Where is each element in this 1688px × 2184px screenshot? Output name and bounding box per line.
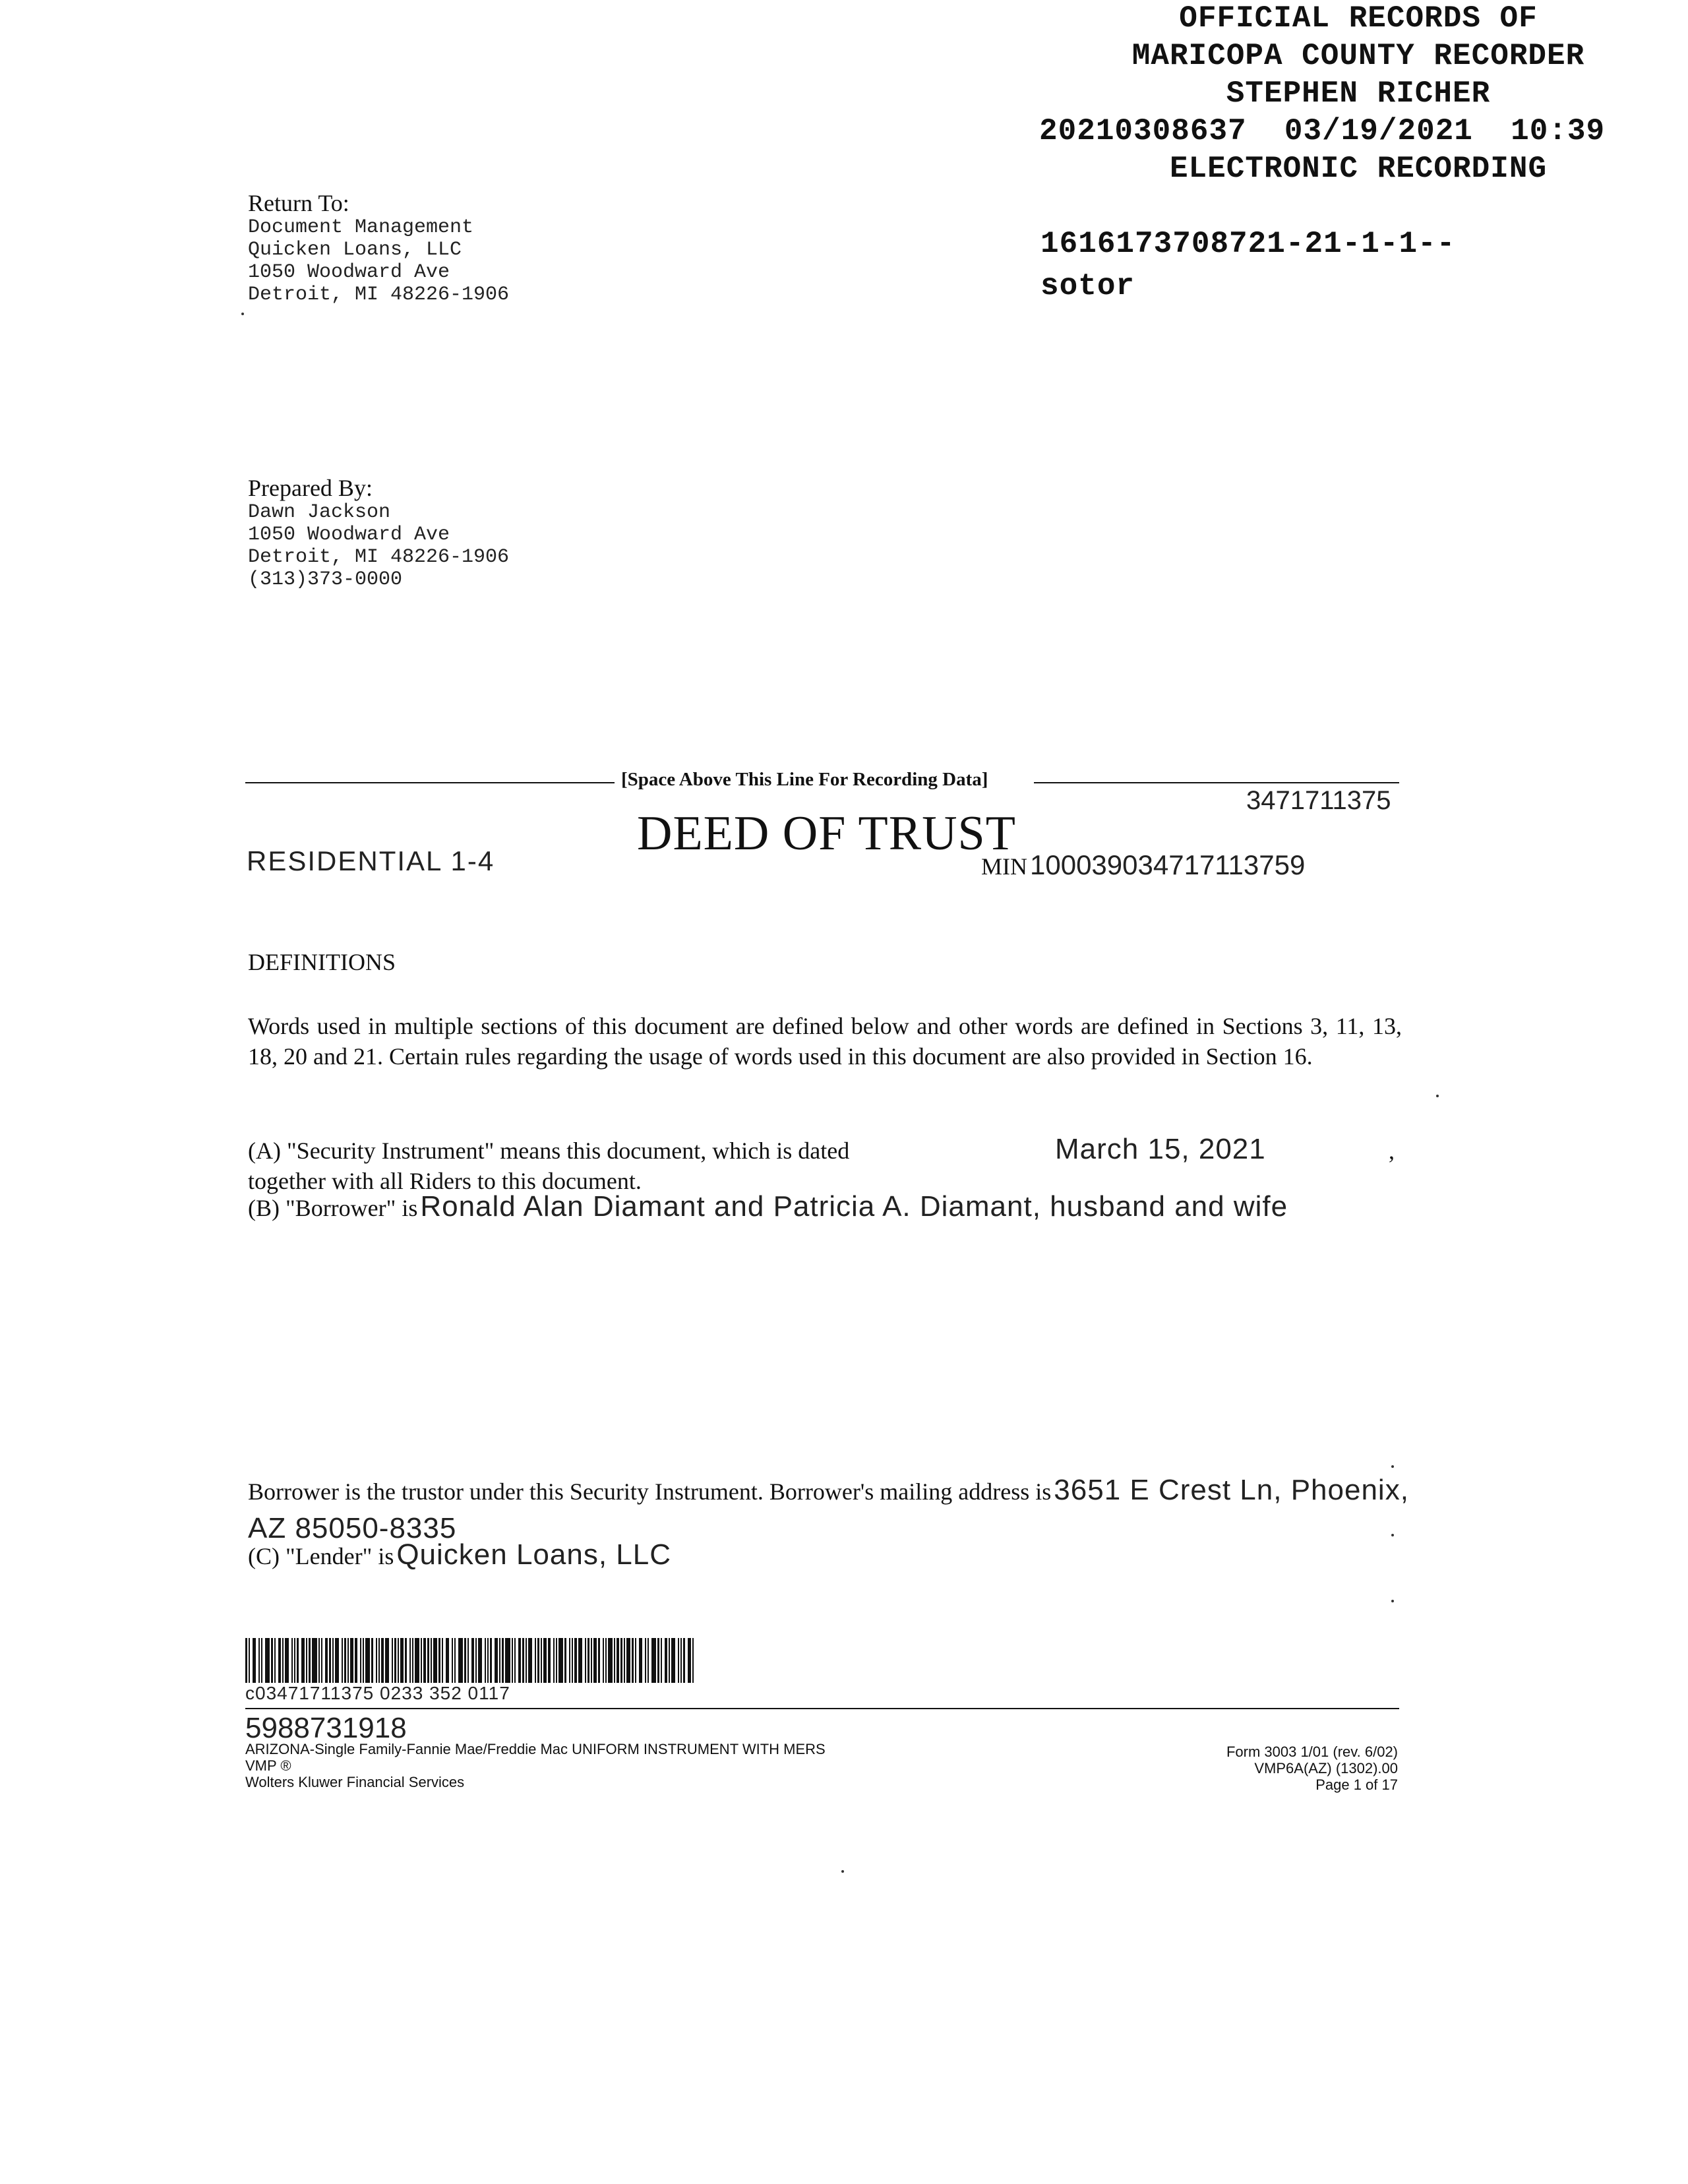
barcode-bar xyxy=(261,1638,262,1683)
scan-speck xyxy=(841,1870,844,1873)
barcode-bar xyxy=(442,1638,443,1683)
barcode-bar xyxy=(378,1638,380,1683)
barcode-bar xyxy=(271,1638,273,1683)
barcode-bar xyxy=(657,1638,659,1683)
barcode-bar xyxy=(564,1638,566,1683)
barcode-bar xyxy=(499,1638,500,1683)
barcode-bar xyxy=(371,1638,373,1683)
definitions-heading: DEFINITIONS xyxy=(248,949,396,975)
lender-name: Quicken Loans, LLC xyxy=(396,1538,672,1571)
barcode-bar xyxy=(381,1638,384,1683)
barcode-bar xyxy=(464,1638,466,1683)
barcode-bar xyxy=(495,1638,498,1683)
barcode-bar xyxy=(558,1638,563,1683)
barcode-bar xyxy=(301,1638,305,1683)
barcode-bar xyxy=(454,1638,456,1683)
barcode-bar xyxy=(318,1638,320,1683)
security-instrument-date: March 15, 2021 xyxy=(1055,1133,1266,1165)
scan-speck xyxy=(1391,1600,1394,1602)
barcode-bar xyxy=(632,1638,634,1683)
barcode-bar xyxy=(278,1638,281,1683)
barcode-bar xyxy=(512,1638,513,1683)
section-a-text: (A) "Security Instrument" means this document, which is dated xyxy=(248,1138,850,1164)
barcode-bar xyxy=(585,1638,586,1683)
barcode-bar xyxy=(245,1638,247,1683)
footer-rule xyxy=(245,1708,1399,1709)
barcode-bar xyxy=(648,1638,649,1683)
barcode-bar xyxy=(321,1638,322,1683)
barcode-bar xyxy=(363,1638,364,1683)
barcode-bar xyxy=(665,1638,667,1683)
barcode-bar xyxy=(635,1638,636,1683)
return-to-line: 1050 Woodward Ave xyxy=(248,261,450,284)
barcode-bar xyxy=(574,1638,577,1683)
barcode-bar xyxy=(603,1638,604,1683)
lender-label: (C) "Lender" is xyxy=(248,1543,394,1569)
barcode-bar xyxy=(526,1638,527,1683)
barcode-text: c03471711375 0233 352 0117 xyxy=(245,1683,510,1703)
barcode-bar xyxy=(478,1638,482,1683)
footer-form-number: Form 3003 1/01 (rev. 6/02) xyxy=(1226,1744,1398,1760)
barcode-bar xyxy=(394,1638,396,1683)
barcode-bar xyxy=(598,1638,600,1683)
transaction-line-1: 1616173708721-21-1-1-- xyxy=(1040,227,1456,261)
prepared-by-line: Detroit, MI 48226-1906 xyxy=(248,546,510,568)
barcode-bar xyxy=(556,1638,557,1683)
barcode-bar xyxy=(265,1638,270,1683)
barcode-bar xyxy=(423,1638,426,1683)
barcode-bar xyxy=(355,1638,357,1683)
barcode-bar xyxy=(572,1638,573,1683)
divider-rule-right xyxy=(1034,782,1399,783)
barcode-bar xyxy=(249,1638,250,1683)
barcode-bar xyxy=(306,1638,307,1683)
min-number: 100039034717113759 xyxy=(1030,849,1306,880)
space-above-line-text: [Space Above This Line For Recording Data] xyxy=(621,769,988,790)
divider-rule-left xyxy=(245,782,615,783)
barcode-bar xyxy=(528,1638,532,1683)
barcode-bar xyxy=(614,1638,615,1683)
barcode-bar xyxy=(329,1638,331,1683)
section-b-borrower xyxy=(248,1191,1415,1229)
barcode-bar xyxy=(427,1638,429,1683)
prepared-by-line: (313)373-0000 xyxy=(248,568,403,591)
barcode-bar xyxy=(548,1638,551,1683)
section-c-lender xyxy=(248,1539,671,1577)
barcode-bar xyxy=(645,1638,646,1683)
barcode-bar xyxy=(624,1638,625,1683)
recorder-line-1: OFFICIAL RECORDS OF xyxy=(1179,1,1538,36)
barcode-bar xyxy=(588,1638,589,1683)
scan-speck xyxy=(1391,1465,1394,1468)
barcode-bar xyxy=(332,1638,334,1683)
borrower-label: (B) "Borrower" is xyxy=(248,1195,418,1221)
scan-speck xyxy=(1436,1095,1439,1097)
barcode-bar xyxy=(291,1638,293,1683)
barcode-bar xyxy=(309,1638,311,1683)
barcode-bar xyxy=(365,1638,370,1683)
barcode-bar xyxy=(553,1638,555,1683)
form-id-number: 5988731918 xyxy=(245,1712,407,1744)
barcode-bar xyxy=(405,1638,407,1683)
recorder-line-2: MARICOPA COUNTY RECORDER xyxy=(1131,39,1585,73)
barcode-bar xyxy=(458,1638,463,1683)
barcode-bar xyxy=(433,1638,437,1683)
mailing-address-value: 3651 E Crest Ln, Phoenix, AZ 85050-8335 xyxy=(248,1474,1409,1544)
section-a-comma: , xyxy=(1389,1138,1395,1164)
barcode-bar xyxy=(692,1638,694,1683)
barcode-bar xyxy=(400,1638,404,1683)
return-to-line: Detroit, MI 48226-1906 xyxy=(248,284,510,306)
barcode-bar xyxy=(678,1638,679,1683)
recording-number-date-time: 20210308637 03/19/2021 10:39 xyxy=(1039,114,1606,148)
barcode-bar xyxy=(376,1638,377,1683)
barcode-bar xyxy=(605,1638,607,1683)
barcode-bar xyxy=(253,1638,256,1683)
transaction-line-2: sotor xyxy=(1040,269,1135,303)
barcode-bar xyxy=(431,1638,432,1683)
return-to-block xyxy=(248,190,509,306)
barcode-bar xyxy=(661,1638,662,1683)
barcode-bar xyxy=(541,1638,542,1683)
barcode-bar xyxy=(669,1638,670,1683)
barcode-bar xyxy=(312,1638,317,1683)
recorder-stamp xyxy=(1029,0,1688,188)
barcode-bar xyxy=(569,1638,570,1683)
barcode-bar xyxy=(297,1638,299,1683)
barcode-bar xyxy=(467,1638,469,1683)
barcode-bar xyxy=(282,1638,284,1683)
barcode-bar xyxy=(490,1638,492,1683)
barcode-bar xyxy=(518,1638,521,1683)
barcode xyxy=(245,1638,694,1683)
footer-vmp-code: VMP6A(AZ) (1302).00 xyxy=(1254,1760,1398,1776)
min-line xyxy=(981,849,1305,881)
barcode-bar xyxy=(688,1638,691,1683)
barcode-bar xyxy=(350,1638,353,1683)
mailing-address-label: Borrower is the trustor under this Security Instrument. Borrower's mailing address is xyxy=(248,1478,1052,1505)
borrower-names: Ronald Alan Diamant and Patricia A. Diamant, husband and wife xyxy=(420,1190,1288,1223)
footer-publisher: Wolters Kluwer Financial Services xyxy=(245,1774,465,1790)
barcode-bar xyxy=(639,1638,642,1683)
transaction-id xyxy=(1040,223,1455,307)
barcode-bar xyxy=(543,1638,547,1683)
barcode-bar xyxy=(294,1638,295,1683)
barcode-bar xyxy=(651,1638,656,1683)
scan-speck xyxy=(1391,1534,1394,1536)
recording-data-divider xyxy=(245,769,1399,795)
barcode-bar xyxy=(446,1638,449,1683)
barcode-bar xyxy=(578,1638,582,1683)
section-a-riders: together with all Riders to this document. xyxy=(248,1168,642,1194)
page-number: Page 1 of 17 xyxy=(1315,1776,1398,1793)
barcode-bar xyxy=(258,1638,260,1683)
prepared-by-label: Prepared By: xyxy=(248,475,373,501)
barcode-bar xyxy=(421,1638,422,1683)
footer-left xyxy=(245,1741,826,1790)
return-to-line: Document Management xyxy=(248,216,474,239)
barcode-bar xyxy=(514,1638,516,1683)
scan-speck xyxy=(241,313,244,315)
barcode-bar xyxy=(680,1638,682,1683)
barcode-bar xyxy=(325,1638,328,1683)
barcode-bar xyxy=(593,1638,597,1683)
barcode-bar xyxy=(274,1638,276,1683)
barcode-bar xyxy=(342,1638,343,1683)
barcode-bar xyxy=(505,1638,510,1683)
barcode-bar xyxy=(438,1638,440,1683)
barcode-bar xyxy=(502,1638,504,1683)
definitions-intro: Words used in multiple sections of this document are defined below and other words are defined in Sections 3, 11, 13, 18, 20 and 21. Certain rules regarding the usage of words used in this document are also provided in Section 16. xyxy=(248,1013,1402,1070)
barcode-bar xyxy=(591,1638,592,1683)
barcode-bar xyxy=(344,1638,346,1683)
min-label: MIN xyxy=(981,853,1027,880)
footer-form-description: ARIZONA-Single Family-Fannie Mae/Freddie Mac UNIFORM INSTRUMENT WITH MERS xyxy=(245,1741,826,1757)
barcode-bar xyxy=(385,1638,389,1683)
barcode-bar xyxy=(398,1638,399,1683)
loan-number: 3471711375 xyxy=(1246,786,1391,815)
barcode-bar xyxy=(683,1638,685,1683)
barcode-bar xyxy=(335,1638,339,1683)
document-title: DEED OF TRUST xyxy=(637,806,1016,861)
prepared-by-line: Dawn Jackson xyxy=(248,501,391,524)
barcode-bar xyxy=(522,1638,524,1683)
barcode-bar xyxy=(485,1638,486,1683)
barcode-bar xyxy=(471,1638,474,1683)
barcode-bar xyxy=(475,1638,477,1683)
prepared-by-block xyxy=(248,475,509,591)
return-to-label: Return To: xyxy=(248,190,349,216)
barcode-bar xyxy=(392,1638,393,1683)
barcode-bar xyxy=(617,1638,619,1683)
prepared-by-line: 1050 Woodward Ave xyxy=(248,524,450,546)
barcode-bar xyxy=(360,1638,361,1683)
barcode-bar xyxy=(347,1638,349,1683)
barcode-bar xyxy=(537,1638,539,1683)
barcode-bar xyxy=(535,1638,536,1683)
barcode-bar xyxy=(626,1638,630,1683)
recorder-line-3: STEPHEN RICHER xyxy=(1226,76,1491,111)
barcode-bar xyxy=(608,1638,613,1683)
footer-vmp: VMP ® xyxy=(245,1757,291,1774)
barcode-bar xyxy=(412,1638,413,1683)
barcode-bar xyxy=(620,1638,622,1683)
residential-label: RESIDENTIAL 1-4 xyxy=(247,845,495,876)
barcode-bar xyxy=(452,1638,453,1683)
barcode-bar xyxy=(671,1638,675,1683)
recorder-line-5: ELECTRONIC RECORDING xyxy=(1169,152,1548,186)
footer-right xyxy=(1121,1744,1398,1793)
return-to-line: Quicken Loans, LLC xyxy=(248,239,462,261)
barcode-bar xyxy=(409,1638,411,1683)
barcode-bar xyxy=(487,1638,489,1683)
barcode-bar xyxy=(415,1638,419,1683)
barcode-bar xyxy=(285,1638,289,1683)
